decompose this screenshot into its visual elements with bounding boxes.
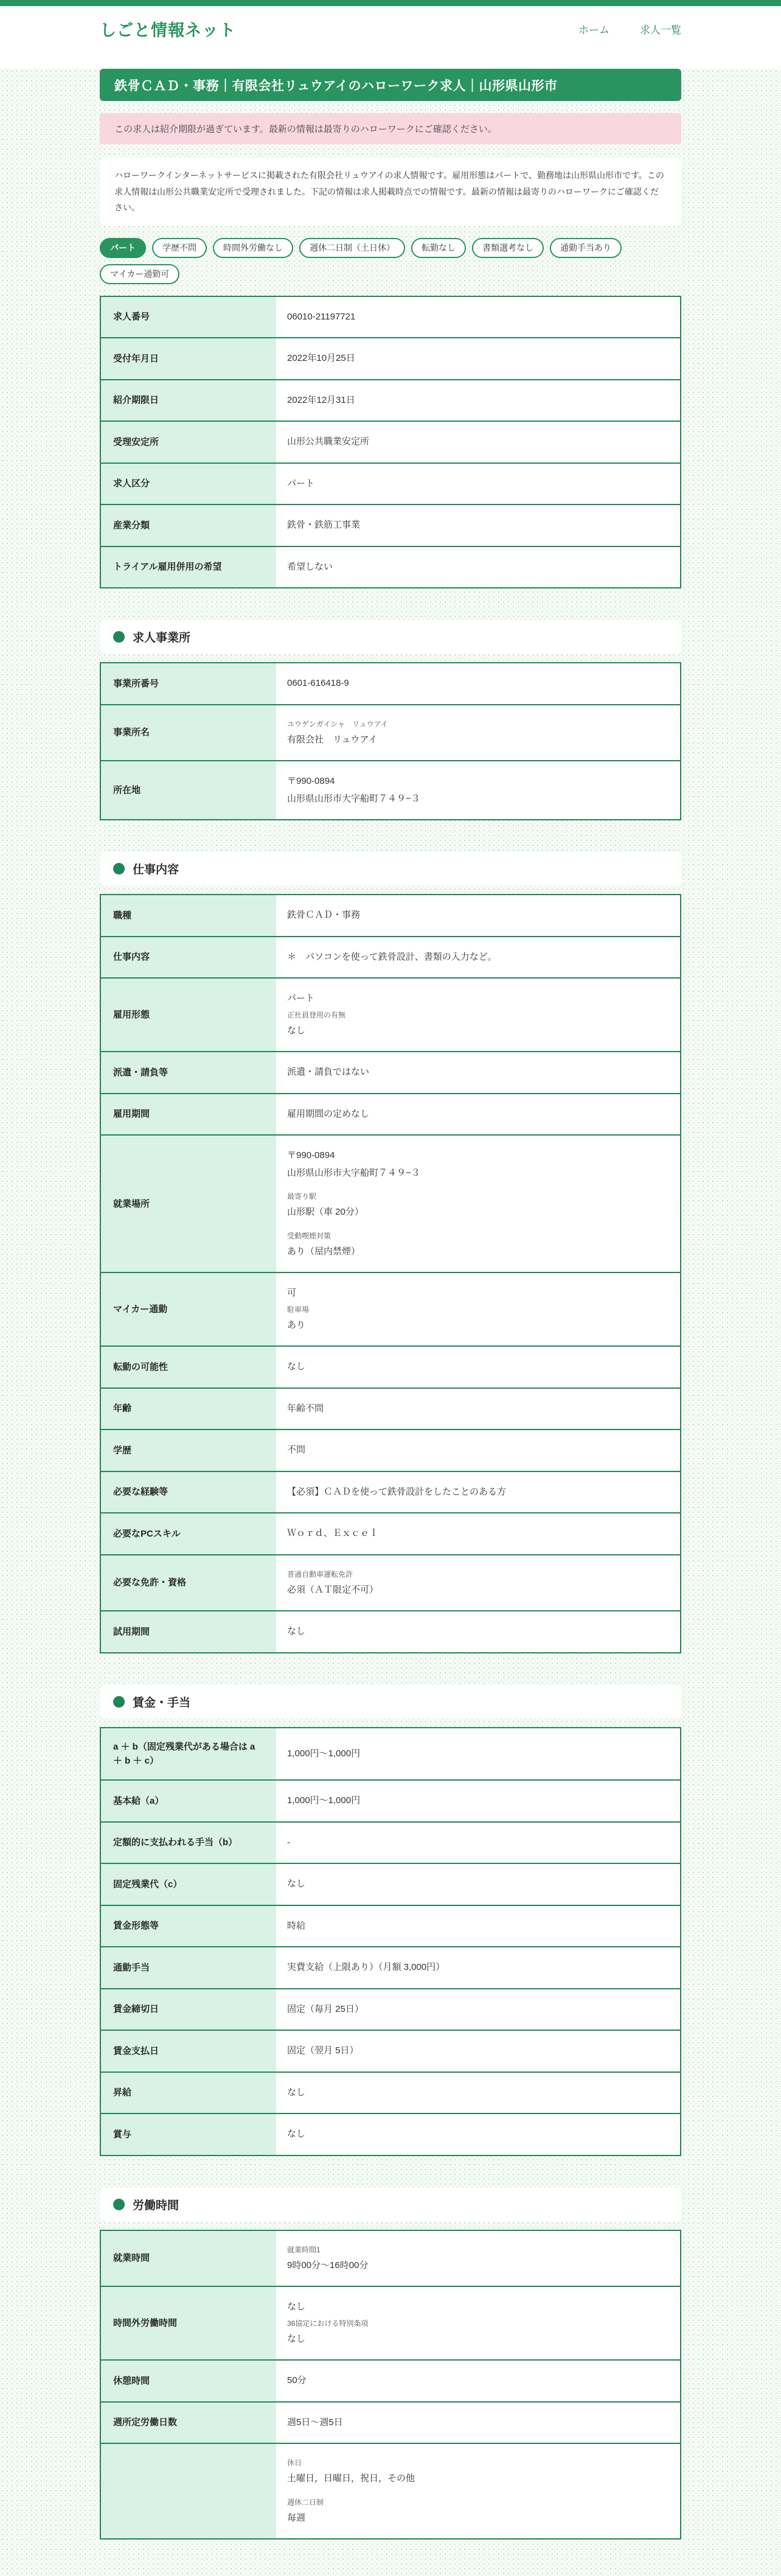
tag-list bbox=[100, 238, 681, 284]
row-value bbox=[276, 297, 680, 338]
row-label: 賃金形態等 bbox=[101, 1906, 276, 1947]
value-sub-label: 普通自動車運転免許 bbox=[287, 1569, 353, 1579]
table-row bbox=[101, 2030, 680, 2072]
value-text: なし bbox=[287, 1626, 306, 1637]
row-value bbox=[276, 1094, 680, 1135]
row-label: 年齢 bbox=[101, 1389, 276, 1429]
table-row bbox=[101, 2359, 680, 2401]
table-row bbox=[101, 1134, 680, 1272]
row-value bbox=[276, 761, 680, 819]
row-value bbox=[276, 1781, 680, 1821]
row-value bbox=[276, 1389, 680, 1429]
value-spacer bbox=[287, 1182, 669, 1189]
value-sub-label: 最寄り駅 bbox=[287, 1192, 317, 1201]
info-table bbox=[100, 2230, 681, 2540]
row-value bbox=[276, 663, 680, 704]
row-value bbox=[276, 1052, 680, 1093]
row-value bbox=[276, 1823, 680, 1863]
info-table bbox=[100, 296, 681, 589]
value-text: 鉄骨・鉄筋工事業 bbox=[287, 520, 361, 531]
section-bullet-icon bbox=[113, 631, 125, 643]
row-value bbox=[276, 464, 680, 504]
row-value bbox=[276, 1347, 680, 1387]
row-value bbox=[276, 505, 680, 546]
section-title: 賃金・手当 bbox=[133, 1696, 191, 1709]
row-value bbox=[276, 1611, 680, 1652]
row-value bbox=[276, 2231, 680, 2286]
value-text: なし bbox=[287, 1025, 306, 1036]
value-text: 年齢不問 bbox=[287, 1403, 324, 1414]
value-text: 土曜日，日曜日，祝日，その他 bbox=[287, 2473, 415, 2484]
row-value bbox=[276, 422, 680, 462]
value-text: 雇用期間の定めなし bbox=[287, 1108, 370, 1119]
page-title: 鉄骨ＣＡＤ・事務｜有限会社リュウアイのハローワーク求人｜山形県山形市 bbox=[100, 69, 681, 101]
value-text: ＊ パソコンを使って鉄骨設計、書類の入力など。 bbox=[287, 951, 497, 962]
table-row bbox=[101, 895, 680, 936]
table-row bbox=[101, 1728, 680, 1780]
row-label: 週所定労働日数 bbox=[101, 2403, 276, 2443]
tag-badge: 書類選考なし bbox=[472, 238, 544, 258]
value-text: 1,000円〜1,000円 bbox=[287, 1748, 361, 1759]
tag-badge: マイカー通勤可 bbox=[100, 264, 179, 284]
row-label: トライアル雇用併用の希望 bbox=[101, 547, 276, 588]
value-text: あり bbox=[287, 1319, 306, 1330]
value-text: 山形県山形市大字船町７４９−３ bbox=[287, 793, 420, 804]
value-sub-label: ユウゲンガイシャ リュウアイ bbox=[287, 719, 388, 728]
value-text: 毎週 bbox=[287, 2512, 306, 2523]
row-value bbox=[276, 380, 680, 421]
row-label: 求人番号 bbox=[101, 297, 276, 338]
expiry-notice: この求人は紹介期限が過ぎています。最新の情報は最寄りのハローワークにご確認ください。 bbox=[100, 113, 681, 144]
nav-link-job-list[interactable]: 求人一覧 bbox=[640, 24, 681, 36]
row-label: 仕事内容 bbox=[101, 937, 276, 978]
table-row bbox=[101, 421, 680, 462]
row-value bbox=[276, 1136, 680, 1272]
row-value bbox=[276, 1555, 680, 1611]
info-table bbox=[100, 894, 681, 1653]
table-row bbox=[101, 1387, 680, 1429]
table-row bbox=[101, 1051, 680, 1093]
row-label: 学歴 bbox=[101, 1430, 276, 1471]
value-text: パート bbox=[287, 478, 315, 489]
row-label: 所在地 bbox=[101, 761, 276, 819]
row-label: 雇用期間 bbox=[101, 1094, 276, 1135]
table-row bbox=[101, 1554, 680, 1611]
table-row bbox=[101, 1905, 680, 1947]
site-header bbox=[0, 6, 781, 51]
table-row bbox=[101, 462, 680, 504]
value-text: - bbox=[287, 1837, 290, 1848]
value-sub-label: 休日 bbox=[287, 2459, 302, 2468]
section-title: 仕事内容 bbox=[133, 864, 179, 877]
section-title: 労働時間 bbox=[133, 2199, 179, 2212]
row-label: 就業場所 bbox=[101, 1136, 276, 1272]
value-sub-label: 正社員登用の有無 bbox=[287, 1010, 346, 1019]
table-row bbox=[101, 936, 680, 978]
row-label: 賃金締切日 bbox=[101, 1989, 276, 2030]
row-label: 派遣・請負等 bbox=[101, 1052, 276, 1093]
row-value bbox=[276, 895, 680, 936]
table-row bbox=[101, 1863, 680, 1905]
value-text: 06010-21197721 bbox=[287, 311, 356, 322]
table-row bbox=[101, 1946, 680, 1988]
table-row bbox=[101, 2443, 680, 2538]
table-row bbox=[101, 1346, 680, 1387]
row-value bbox=[276, 2287, 680, 2359]
table-row bbox=[101, 1988, 680, 2030]
header-nav bbox=[578, 21, 681, 37]
value-sub-label: 駐車場 bbox=[287, 1305, 310, 1314]
value-text: 50分 bbox=[287, 2375, 307, 2386]
row-value bbox=[276, 1273, 680, 1346]
top-accent-bar bbox=[0, 0, 781, 6]
row-label: 必要な経験等 bbox=[101, 1472, 276, 1513]
tag-badge: 時間外労働なし bbox=[213, 238, 293, 258]
table-row bbox=[101, 1093, 680, 1135]
table-row bbox=[101, 1429, 680, 1471]
row-value bbox=[276, 1906, 680, 1947]
row-label: 試用期間 bbox=[101, 1611, 276, 1652]
table-row bbox=[101, 337, 680, 379]
value-text: パート bbox=[287, 993, 315, 1004]
tag-badge: 通勤手当あり bbox=[550, 238, 622, 258]
value-text: 【必須】ＣＡＤを使って鉄骨設計をしたことのある方 bbox=[287, 1486, 507, 1497]
value-text: なし bbox=[287, 2129, 306, 2140]
value-text: 必須（ＡＴ限定不可） bbox=[287, 1584, 379, 1595]
table-row bbox=[101, 977, 680, 1051]
value-spacer bbox=[287, 2488, 669, 2495]
value-text: 〒990-0894 bbox=[287, 776, 335, 787]
value-sub-label: 36協定における特別条項 bbox=[287, 2319, 369, 2328]
section-header bbox=[100, 852, 681, 885]
intro-card: ハローワークインターネットサービスに掲載された有限会社リュウアイの求人情報です。雇用形態はパートで、勤務地は山形県山形市です。この求人情報は山形公共職業安定所で受理されました。下記の情報は求人掲載時点での情報です。最新の情報は最寄りのハローワークにご確認ください。 bbox=[100, 158, 681, 226]
value-text: 有限会社 リュウアイ bbox=[287, 734, 378, 745]
value-sub-label: 受動喫煙対策 bbox=[287, 1231, 331, 1240]
row-value bbox=[276, 338, 680, 379]
value-text: なし bbox=[287, 1361, 306, 1372]
row-label: 必要な免許・資格 bbox=[101, 1555, 276, 1611]
row-label: 受付年月日 bbox=[101, 338, 276, 379]
value-text: 派遣・請負ではない bbox=[287, 1067, 370, 1078]
section-bullet-icon bbox=[113, 1696, 125, 1708]
row-label: 通勤手当 bbox=[101, 1947, 276, 1988]
value-text: なし bbox=[287, 2087, 306, 2098]
row-value bbox=[276, 2361, 680, 2401]
row-label bbox=[101, 2444, 276, 2538]
nav-link-home[interactable]: ホーム bbox=[578, 24, 609, 36]
row-value bbox=[276, 2031, 680, 2072]
section-header bbox=[100, 1685, 681, 1719]
section-bullet-icon bbox=[113, 863, 125, 874]
value-text: 固定（毎月 25日） bbox=[287, 2003, 364, 2014]
tag-badge: パート bbox=[100, 238, 146, 258]
row-label: 基本給（a） bbox=[101, 1781, 276, 1821]
value-text: なし bbox=[287, 2333, 306, 2344]
table-row bbox=[101, 2286, 680, 2359]
table-row bbox=[101, 704, 680, 761]
row-label: 受理安定所 bbox=[101, 422, 276, 462]
sections bbox=[100, 296, 681, 2540]
page-background bbox=[0, 69, 781, 2576]
table-row bbox=[101, 379, 680, 421]
tag-badge: 週休二日制（土日休） bbox=[299, 238, 405, 258]
row-label: 産業分類 bbox=[101, 505, 276, 546]
row-value bbox=[276, 1864, 680, 1905]
value-spacer bbox=[287, 1221, 669, 1229]
tag-badge: 転勤なし bbox=[411, 238, 466, 258]
table-row bbox=[101, 546, 680, 588]
value-text: あり（屋内禁煙） bbox=[287, 1246, 361, 1257]
row-label: 職種 bbox=[101, 895, 276, 936]
table-row bbox=[101, 2401, 680, 2443]
row-value bbox=[276, 2073, 680, 2114]
row-value bbox=[276, 705, 680, 761]
table-row bbox=[101, 2072, 680, 2114]
row-label: 雇用形態 bbox=[101, 979, 276, 1051]
row-label: 事業所名 bbox=[101, 705, 276, 761]
row-value bbox=[276, 1947, 680, 1988]
row-value bbox=[276, 2444, 680, 2538]
table-row bbox=[101, 663, 680, 704]
value-sub-label: 就業時間1 bbox=[287, 2245, 321, 2254]
row-value bbox=[276, 1472, 680, 1513]
value-text: 2022年10月25日 bbox=[287, 353, 355, 364]
info-table bbox=[100, 662, 681, 820]
value-text: 0601-616418-9 bbox=[287, 678, 349, 689]
table-row bbox=[101, 1610, 680, 1652]
row-label: 求人区分 bbox=[101, 464, 276, 504]
table-row bbox=[101, 760, 680, 819]
row-value bbox=[276, 1728, 680, 1780]
row-label: 固定残業代（c） bbox=[101, 1864, 276, 1905]
row-label: 賞与 bbox=[101, 2114, 276, 2155]
site-logo[interactable]: しごと情報ネット bbox=[100, 21, 236, 40]
value-text: 2022年12月31日 bbox=[287, 394, 355, 405]
table-row bbox=[101, 1471, 680, 1513]
section-header bbox=[100, 620, 681, 654]
value-sub-label: 週休二日制 bbox=[287, 2497, 324, 2507]
row-label: 事業所番号 bbox=[101, 663, 276, 704]
row-value bbox=[276, 937, 680, 978]
value-text: 週5日〜週5日 bbox=[287, 2417, 343, 2428]
row-label: 転勤の可能性 bbox=[101, 1347, 276, 1387]
tag-badge: 学歴不問 bbox=[152, 238, 207, 258]
value-text: 実費支給（上限あり）（月額 3,000円） bbox=[287, 1962, 445, 1973]
row-label: 必要なPCスキル bbox=[101, 1513, 276, 1554]
row-value bbox=[276, 979, 680, 1051]
value-text: なし bbox=[287, 1879, 306, 1890]
value-text: Ｗｏｒｄ、Ｅｘｃｅｌ bbox=[287, 1528, 379, 1539]
table-row bbox=[101, 504, 680, 546]
table-row bbox=[101, 2113, 680, 2155]
value-text: 山形県山形市大字船町７４９−３ bbox=[287, 1167, 420, 1178]
value-text: 希望しない bbox=[287, 561, 333, 572]
header-inner bbox=[100, 17, 681, 41]
value-text: 9時00分〜16時00分 bbox=[287, 2260, 369, 2271]
value-text: 1,000円〜1,000円 bbox=[287, 1795, 361, 1806]
value-text: 時給 bbox=[287, 1920, 306, 1931]
row-label: 休憩時間 bbox=[101, 2361, 276, 2401]
table-row bbox=[101, 1512, 680, 1554]
section-title: 求人事業所 bbox=[133, 632, 191, 645]
value-text: 可 bbox=[287, 1288, 297, 1299]
value-text: 鉄骨ＣＡＤ・事務 bbox=[287, 910, 361, 921]
table-row bbox=[101, 297, 680, 338]
value-text: 山形公共職業安定所 bbox=[287, 436, 370, 447]
row-label: 紹介期限日 bbox=[101, 380, 276, 421]
content-container bbox=[100, 69, 681, 2539]
row-value bbox=[276, 2403, 680, 2443]
row-label: 時間外労働時間 bbox=[101, 2287, 276, 2359]
table-row bbox=[101, 1821, 680, 1863]
row-label: 定額的に支払われる手当（b） bbox=[101, 1823, 276, 1863]
info-table bbox=[100, 1727, 681, 2156]
row-label: 就業時間 bbox=[101, 2231, 276, 2286]
row-label: 昇給 bbox=[101, 2073, 276, 2114]
value-text: なし bbox=[287, 2302, 306, 2312]
table-row bbox=[101, 1272, 680, 1346]
value-text: 不問 bbox=[287, 1445, 306, 1456]
section-bullet-icon bbox=[113, 2199, 125, 2210]
row-value bbox=[276, 1513, 680, 1554]
row-label: マイカー通勤 bbox=[101, 1273, 276, 1346]
row-value bbox=[276, 1430, 680, 1471]
section-header bbox=[100, 2188, 681, 2221]
row-label: a ＋ b（固定残業代がある場合は a ＋ b ＋ c） bbox=[101, 1728, 276, 1780]
value-text: 固定（翌月 5日） bbox=[287, 2045, 359, 2056]
value-text: 〒990-0894 bbox=[287, 1150, 335, 1161]
value-text: 山形駅（車 20分） bbox=[287, 1207, 364, 1218]
table-row bbox=[101, 2231, 680, 2286]
row-label: 賃金支払日 bbox=[101, 2031, 276, 2072]
row-value bbox=[276, 2114, 680, 2155]
table-row bbox=[101, 1779, 680, 1821]
row-value bbox=[276, 1989, 680, 2030]
row-value bbox=[276, 547, 680, 588]
